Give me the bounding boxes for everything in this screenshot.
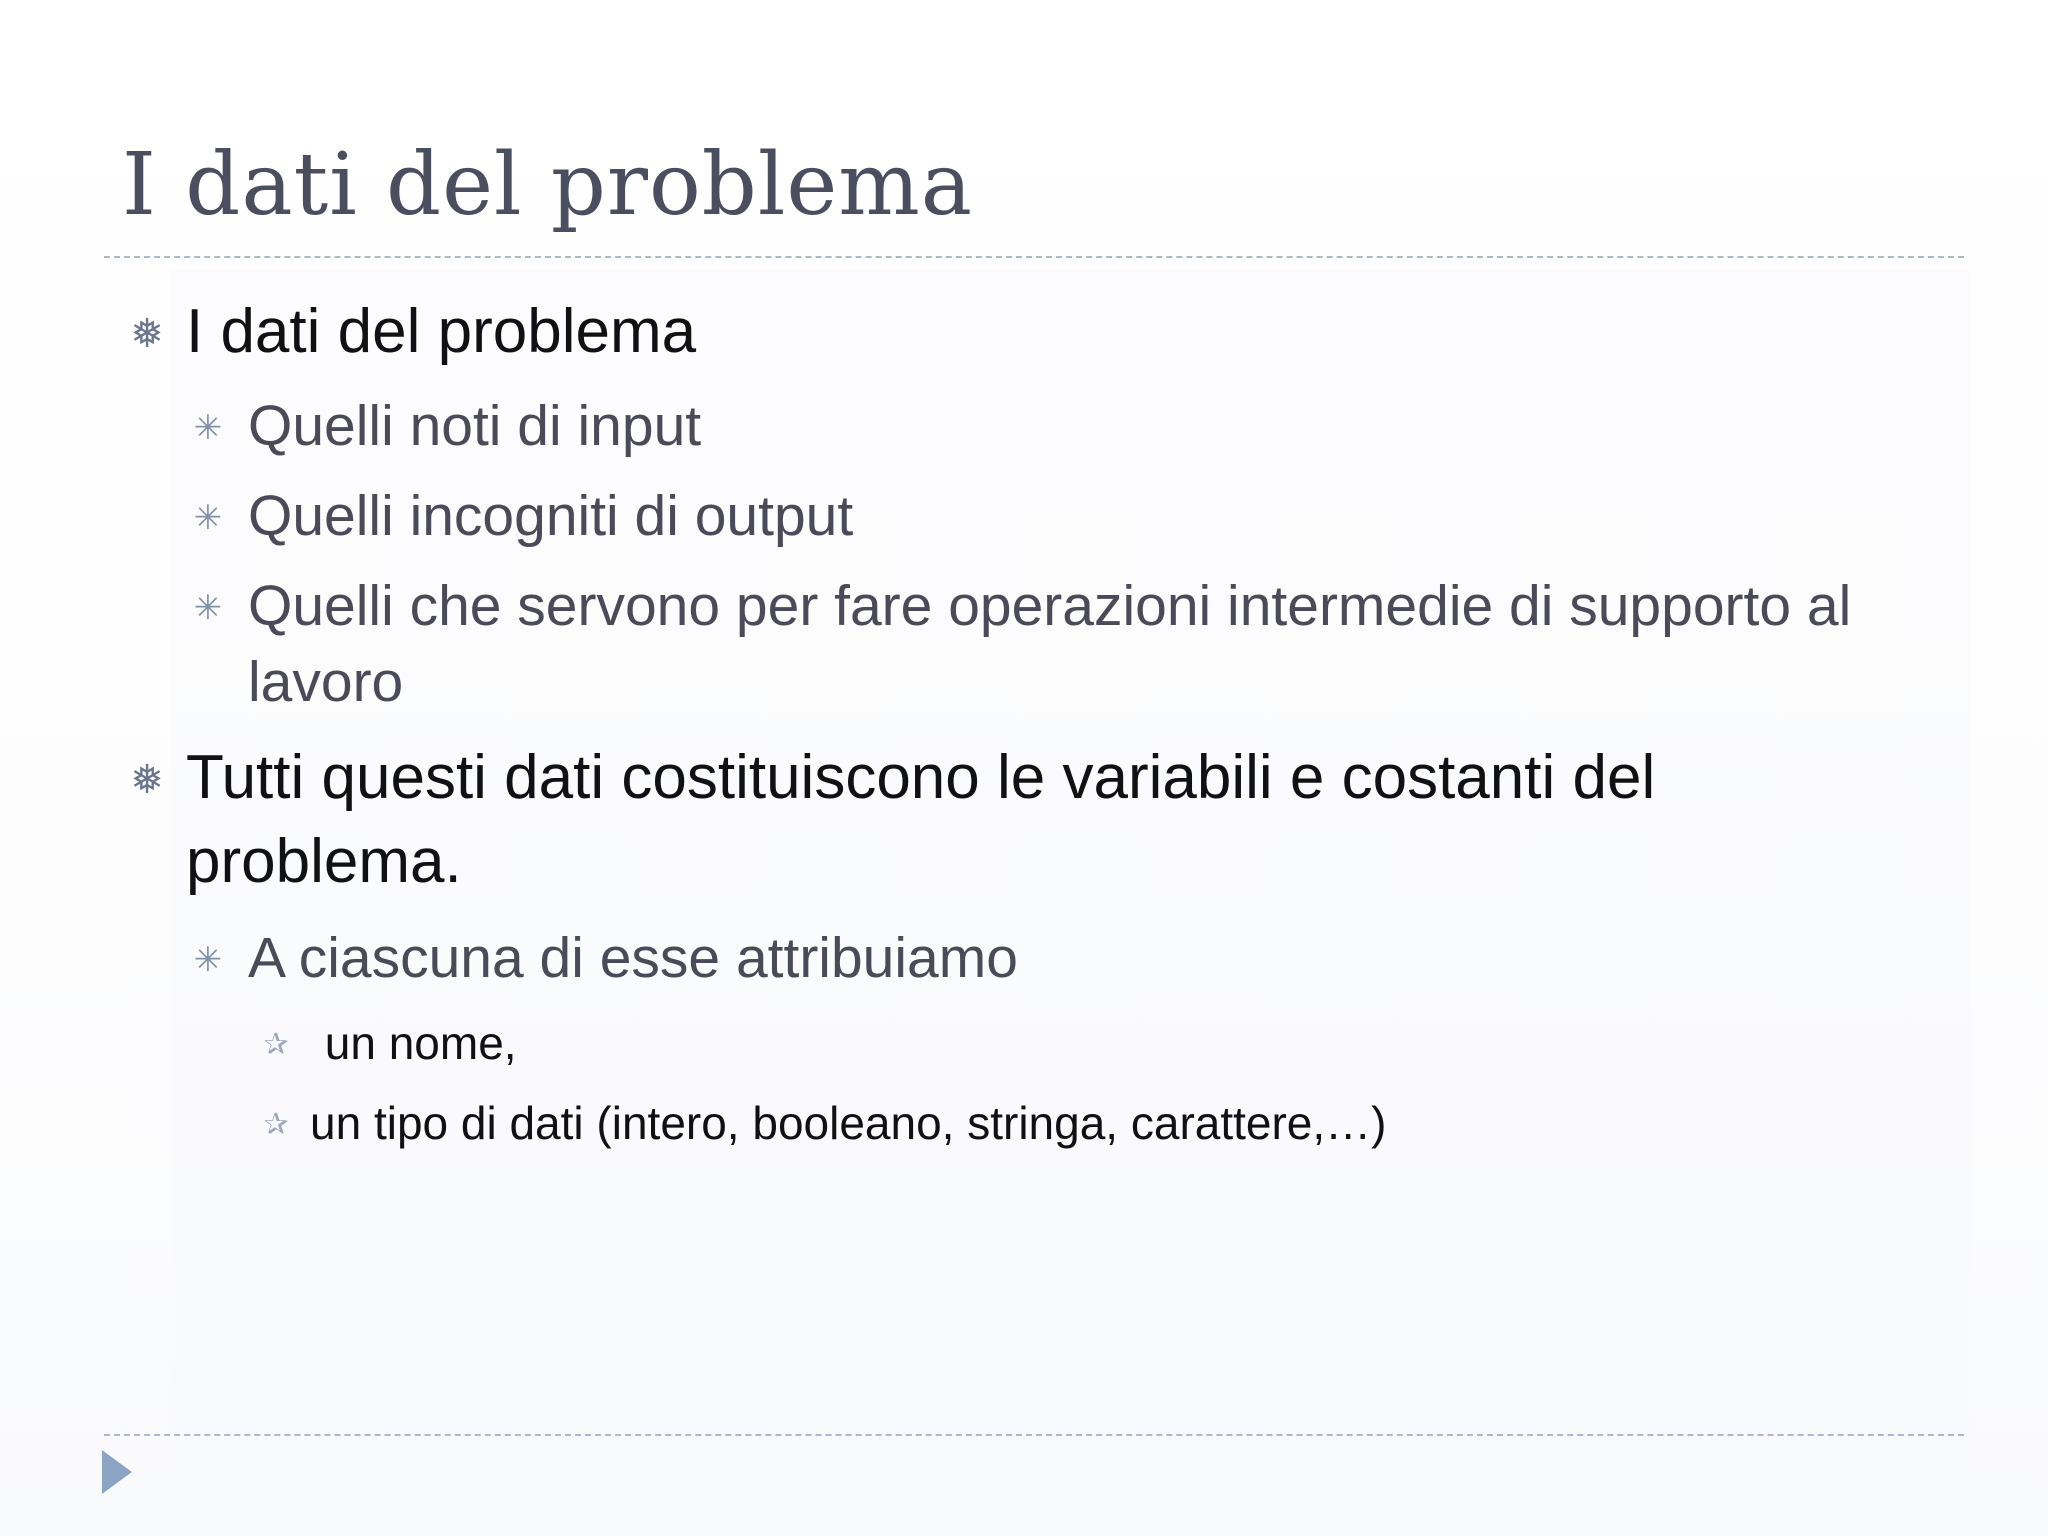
bullet-text: un tipo di dati (intero, booleano, stringa, carattere,…): [310, 1097, 1387, 1149]
bullet-text: A ciascuna di esse attribuiamo: [248, 926, 1018, 990]
asterisk-star-icon: ✳: [193, 498, 223, 538]
next-slide-arrow-icon[interactable]: [102, 1450, 132, 1494]
bullet-text: un nome,: [312, 1017, 517, 1069]
snowflake-icon: ❅: [130, 311, 164, 357]
small-star-icon: ✰: [263, 1027, 289, 1062]
bullet-text: Quelli che servono per fare operazioni intermedie di supporto al lavoro: [248, 574, 1852, 714]
bullet-text: Tutti questi dati costituiscono le variabili e costanti del problema.: [186, 743, 1656, 896]
snowflake-icon: ❅: [130, 757, 164, 803]
asterisk-star-icon: ✳: [193, 408, 223, 448]
slide-title: I dati del problema: [122, 135, 974, 235]
small-star-icon: ✰: [263, 1107, 289, 1142]
bullet-text: Quelli noti di input: [248, 394, 702, 458]
bullet-text: I dati del problema: [186, 297, 697, 366]
asterisk-star-icon: ✳: [193, 940, 223, 980]
footer-divider: [104, 1434, 1964, 1436]
asterisk-star-icon: ✳: [193, 588, 223, 628]
bullet-text: Quelli incogniti di output: [248, 484, 854, 548]
